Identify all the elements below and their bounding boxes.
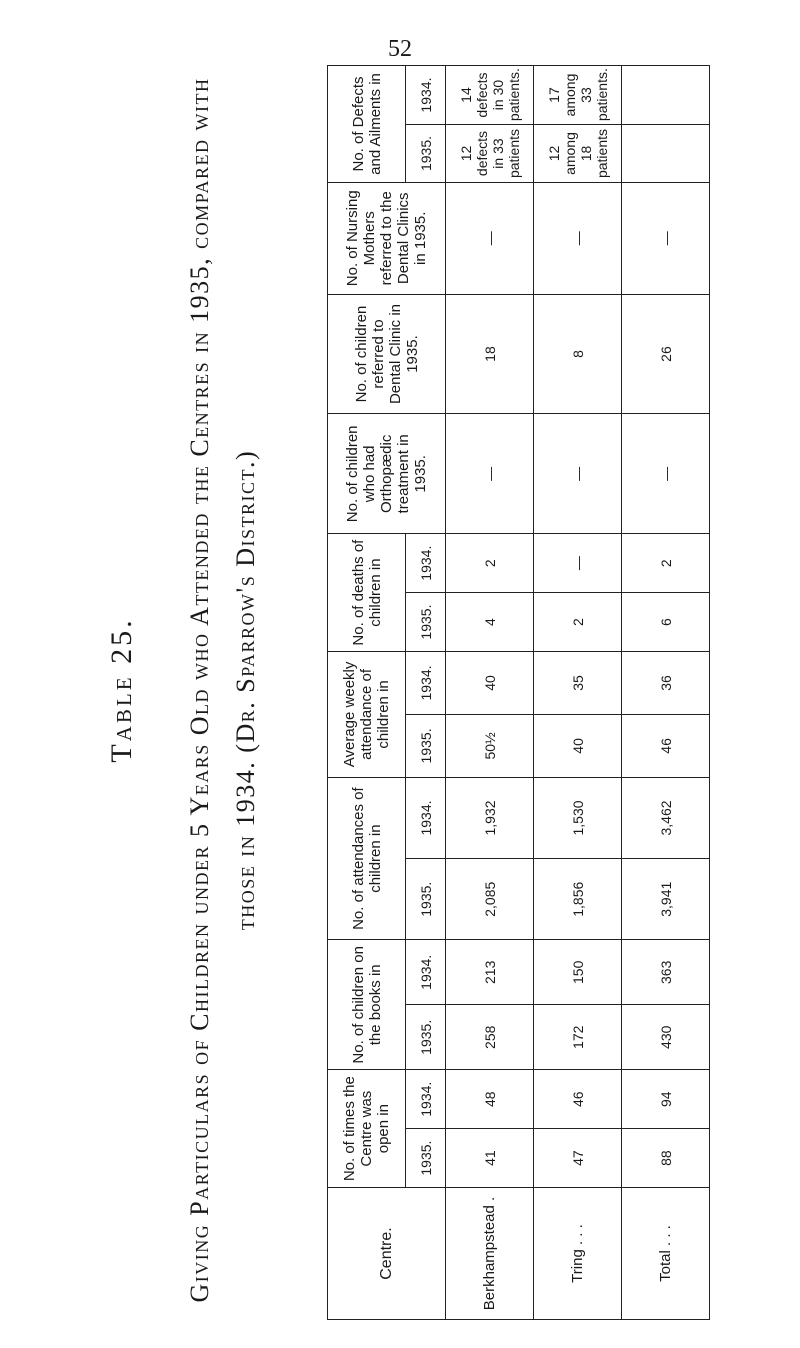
deaths-1935: 2: [534, 593, 622, 652]
table-row: [622, 66, 710, 1320]
books-1934: 213: [446, 940, 534, 1005]
average-1934: 36: [622, 651, 710, 714]
books-1935: 258: [446, 1005, 534, 1070]
header-dental-referred: No. of children referred to Dental Clinic in 1935.: [328, 294, 446, 414]
header-orthopaedic: No. of children who had Orthopædic treatment in 1935.: [328, 414, 446, 534]
year-1934: 1934.: [406, 534, 446, 593]
header-defects: No. of Defects and Ailments in: [328, 66, 406, 183]
attendance-table: [327, 65, 710, 1320]
year-1935: 1935.: [406, 1129, 446, 1188]
dental-referred-count: 26: [622, 294, 710, 414]
centre-name: Tring . . .: [534, 1188, 622, 1320]
deaths-1934: 2: [446, 534, 534, 593]
year-1934: 1934.: [406, 940, 446, 1005]
subtitle-line-2: those in 1934. (Dr. Sparrow's District.): [231, 449, 260, 931]
year-1934: 1934.: [406, 777, 446, 858]
table-row: [446, 66, 534, 1320]
orthopaedic-count: —: [622, 414, 710, 534]
year-1935: 1935.: [406, 859, 446, 940]
books-1934: 363: [622, 940, 710, 1005]
year-1934: 1934.: [406, 651, 446, 714]
defects-1934: [622, 66, 710, 125]
books-1934: 150: [534, 940, 622, 1005]
table-title: [105, 60, 169, 1320]
header-times-open: No. of times the Centre was open in: [328, 1070, 406, 1188]
average-1934: 35: [534, 651, 622, 714]
header-centre: Centre.: [328, 1188, 446, 1320]
year-1935: 1935.: [406, 714, 446, 777]
centre-name: Berkhampstead .: [446, 1188, 534, 1320]
deaths-1934: —: [534, 534, 622, 593]
page-number: 52: [388, 36, 412, 62]
deaths-1934: 2: [622, 534, 710, 593]
deaths-1935: 4: [446, 593, 534, 652]
average-1935: 46: [622, 714, 710, 777]
dental-referred-count: 18: [446, 294, 534, 414]
rotated-page-content: [105, 60, 705, 1320]
books-1935: 172: [534, 1005, 622, 1070]
attendances-1935: 2,085: [446, 859, 534, 940]
header-deaths: No. of deaths of children in: [328, 534, 406, 652]
times-open-1934: 46: [534, 1070, 622, 1129]
header-row: [328, 66, 406, 1320]
average-1935: 40: [534, 714, 622, 777]
times-open-1934: 48: [446, 1070, 534, 1129]
orthopaedic-count: —: [534, 414, 622, 534]
nursing-mothers-count: —: [622, 182, 710, 294]
year-1935: 1935.: [406, 593, 446, 652]
header-nursing-mothers: No. of Nursing Mothers referred to the Dental Clinics in 1935.: [328, 182, 446, 294]
header-attendances: No. of attendances of children in: [328, 777, 406, 939]
attendances-1934: 1,932: [446, 777, 534, 858]
header-average-weekly-attendance: Average weekly attendance of children in: [328, 651, 406, 777]
times-open-1935: 41: [446, 1129, 534, 1188]
year-1935: 1935.: [406, 1005, 446, 1070]
year-1934: 1934.: [406, 66, 446, 125]
deaths-1935: 6: [622, 593, 710, 652]
average-1934: 40: [446, 651, 534, 714]
table-label: Table 25.: [105, 617, 138, 763]
times-open-1935: 88: [622, 1129, 710, 1188]
dental-referred-count: 8: [534, 294, 622, 414]
defects-1935: 12 defects in 33 patients: [446, 125, 534, 183]
nursing-mothers-count: —: [446, 182, 534, 294]
year-1934: 1934.: [406, 1070, 446, 1129]
subtitle-line-1: Giving Particulars of Children under 5 Years Old who Attended the Centres in 1935, compared with: [185, 77, 214, 1303]
header-children-on-books: No. of children on the books in: [328, 940, 406, 1070]
average-1935: 50½: [446, 714, 534, 777]
attendances-1935: 1,856: [534, 859, 622, 940]
defects-1935: [622, 125, 710, 183]
attendances-1934: 3,462: [622, 777, 710, 858]
times-open-1934: 94: [622, 1070, 710, 1129]
table-row: [534, 66, 622, 1320]
centre-name: Total . . .: [622, 1188, 710, 1320]
nursing-mothers-count: —: [534, 182, 622, 294]
year-1935: 1935.: [406, 125, 446, 183]
defects-1935: 12 among 18 patients: [534, 125, 622, 183]
defects-1934: 17 among 33 patients.: [534, 66, 622, 125]
orthopaedic-count: —: [446, 414, 534, 534]
attendances-1934: 1,530: [534, 777, 622, 858]
defects-1934: 14 defects in 30 patients.: [446, 66, 534, 125]
times-open-1935: 47: [534, 1129, 622, 1188]
books-1935: 430: [622, 1005, 710, 1070]
table-subtitle: [185, 60, 260, 1320]
attendances-1935: 3,941: [622, 859, 710, 940]
